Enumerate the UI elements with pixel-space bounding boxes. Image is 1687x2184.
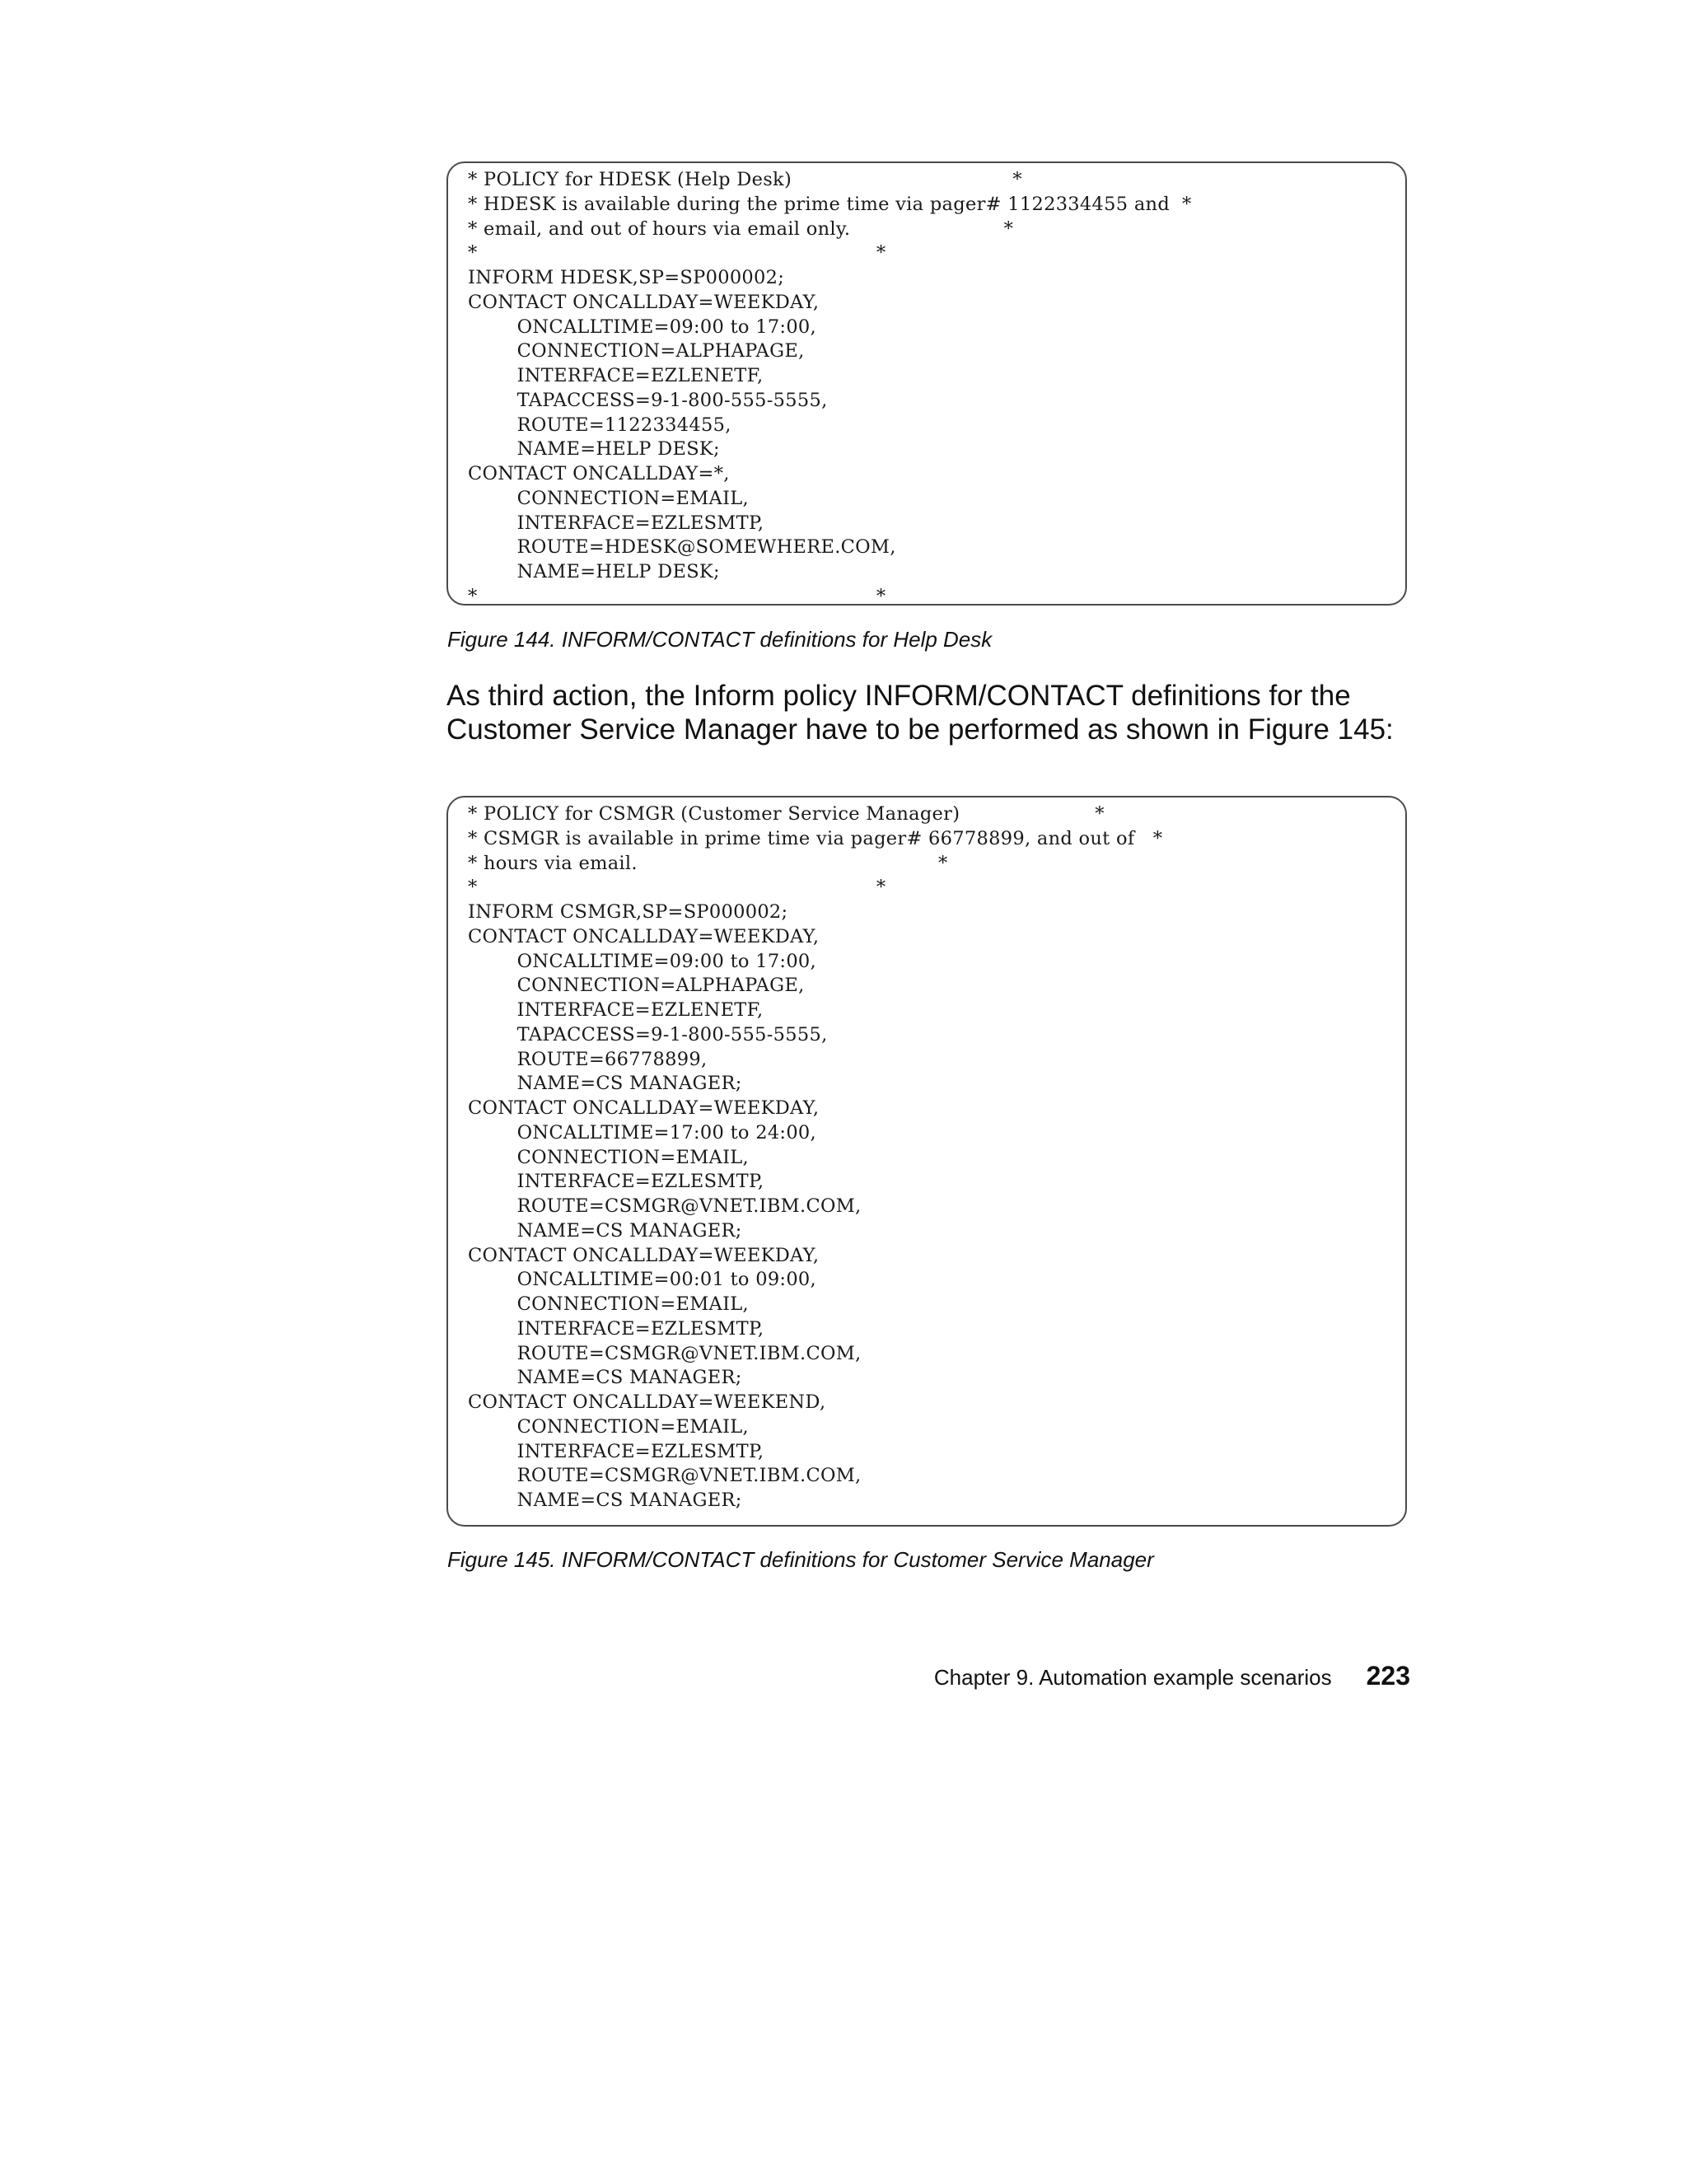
page-number: 223: [1366, 1661, 1410, 1691]
code-figure-144: [446, 161, 1407, 606]
code-listing: * POLICY for HDESK (Help Desk) * * HDESK is available during the prime time via pager# 1122334455 and * * email, and out of hours via email only. * * * INFORM HDESK,SP=SP000002; CONTACT ONCALLDAY=WEEKDAY, ONCALLTIME=09:00 to 17:00, CONNECTION=ALPHAPAGE, INTERFACE=EZLENETF, TAPACCESS=9-1-800-555-5555, ROUTE=1122334455, NAME=HELP DESK; CONTACT ONCALLDAY=*, CONNECTION=EMAIL, INTERFACE=EZLESMTP, ROUTE=HDESK@SOMEWHERE.COM, NAME=HELP DESK; * *: [468, 169, 1192, 607]
body-paragraph: As third action, the Inform policy INFORM/CONTACT definitions for the Customer Service Manager have to be performed as shown in Figure 145:: [446, 680, 1394, 746]
page-footer: [934, 1661, 1410, 1691]
code-listing: * POLICY for CSMGR (Customer Service Manager) * * CSMGR is available in prime time via pager# 66778899, and out of * * hours via email. * * * INFORM CSMGR,SP=SP000002; CONTACT ONCALLDAY=WEEKDAY, ONCALLTIME=09:00 to 17:00, CONNECTION=ALPHAPAGE, INTERFACE=EZLENETF, TAPACCESS=9-1-800-555-5555, ROUTE=66778899, NAME=CS MANAGER; CONTACT ONCALLDAY=WEEKDAY, ONCALLTIME=17:00 to 24:00, CONNECTION=EMAIL, INTERFACE=EZLESMTP, ROUTE=CSMGR@VNET.IBM.COM, NAME=CS MANAGER; CONTACT ONCALLDAY=WEEKDAY, ONCALLTIME=00:01 to 09:00, CONNECTION=EMAIL, INTERFACE=EZLESMTP, ROUTE=CSMGR@VNET.IBM.COM, NAME=CS MANAGER; CONTACT ONCALLDAY=WEEKEND, CONNECTION=EMAIL, INTERFACE=EZLESMTP, ROUTE=CSMGR@VNET.IBM.COM, NAME=CS MANAGER;: [468, 803, 1163, 1511]
chapter-title: Chapter 9. Automation example scenarios: [933, 1665, 1332, 1690]
code-figure-145: [446, 796, 1407, 1527]
figure-caption: Figure 144. INFORM/CONTACT definitions for Help Desk: [447, 627, 993, 652]
figure-caption: Figure 145. INFORM/CONTACT definitions for Customer Service Manager: [447, 1547, 1154, 1572]
